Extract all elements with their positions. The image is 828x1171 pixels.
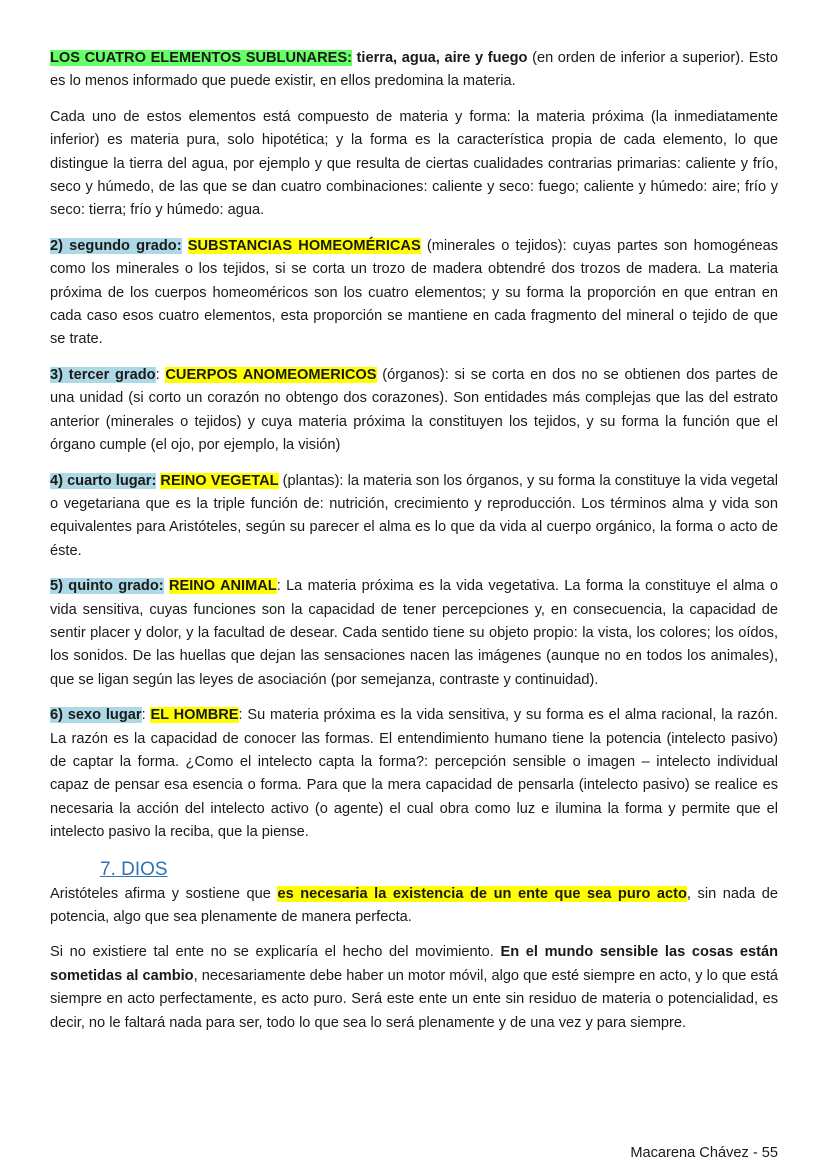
- paragraph-sixth-grade: [50, 704, 778, 844]
- grade-label: 2) segundo grado:: [50, 237, 182, 254]
- grade-title: REINO ANIMAL: [168, 578, 277, 595]
- paragraph-elements-composition: Cada uno de estos elementos está compuesto de materia y forma: la materia próxima (la inmediatamente inferior) es materia pura, solo hipotética; y la forma es la característica propia de cada elemento, lo que distingue la tierra del agua, por ejemplo y que resulta de ciertas cualidades contrarias primarias: caliente y frío, seco y húmedo, de las que se dan cuatro combinaciones: caliente y seco: fuego; caliente y húmedo: aire; frío y seco: tierra; frío y húmedo: agua.: [50, 108, 778, 219]
- paragraph-text: , sin nada de potencia, algo que sea plenamente de manera perfecta.: [50, 885, 778, 925]
- bold-text: tierra, agua, aire y fuego: [351, 50, 528, 66]
- grade-label: 3) tercer grado: [50, 366, 156, 383]
- grade-title: EL HOMBRE: [150, 707, 239, 724]
- grade-label: 5) quinto grado:: [50, 578, 164, 595]
- highlight-text: es necesaria la existencia de un ente que sea puro acto: [277, 885, 687, 902]
- highlight-label: LOS CUATRO ELEMENTOS SUBLUNARES:: [50, 50, 352, 66]
- grade-title: CUERPOS ANOMEOMERICOS: [165, 366, 377, 383]
- paragraph-text: : Su materia próxima es la vida sensitiva, y su forma es el alma racional, la razón. La razón es la capacidad de conocer las formas. El entendimiento humano tiene la potencia (intelecto pasivo) de captar la forma. ¿Como el intelecto capta la forma?: percepción sensible o imagen – intelecto individual capaz de pensar esa esencia o forma. Para que la mera capacidad de pensarla (intelecto pasivo) se realice es necesaria la acción del intelecto activo (o agente) el cual obra como luz e ilumina la forma y permite que el intelecto pasivo la reciba, que la piense.: [50, 707, 778, 841]
- paragraph-fourth-grade: [50, 470, 778, 564]
- grade-title: REINO VEGETAL: [160, 472, 279, 489]
- paragraph-text: Aristóteles afirma y sostiene que: [50, 885, 278, 902]
- paragraph-text: Si no existiere tal ente no se explicaría el hecho del movimiento.: [50, 944, 501, 961]
- paragraph-text: (minerales o tejidos): cuyas partes son homogéneas como los minerales o los tejidos, si se corta un trozo de madera obtendré dos trozos de madera. La materia próxima de los cuerpos homeoméricos son los cuatro elementos; y su forma la proporción en que entran en cada caso esos cuatro elementos, esta proporción se mantiene en cada fragmento del mineral o tejido de que se trate.: [50, 237, 778, 348]
- separator: :: [155, 366, 166, 383]
- paragraph-text: (órganos): si se corta en dos no se obtienen dos partes de una unidad (si corto un corazón no obtengo dos corazones). Son entidades más complejas que las del estrato anterior (minerales o tejidos) y cuya materia próxima la constituyen los tejidos, y su forma la función que el órgano cumple (el ojo, por ejemplo, la visión): [50, 366, 778, 454]
- bold-text: En el mundo sensible las cosas están sometidas al cambio: [50, 944, 778, 984]
- paragraph-text: , necesariamente debe haber un motor móvil, algo que esté siempre en acto, y lo que está siempre en acto perfectamente, es acto puro. Será este ente un ente sin residuo de materia o potencialidad, es decir, no le faltará nada para ser, todo lo que sea lo será plenamente y de una vez y para siempre.: [50, 967, 779, 1031]
- paragraph-fifth-grade: [50, 575, 778, 692]
- paragraph-text: : La materia próxima es la vida vegetativa. La forma la constituye el alma o vida sensitiva, cuyas funciones son la capacidad de tener percepciones y, en consecuencia, la capacidad de sentir placer y dolor, y la facultad de desear. Cada sentido tiene su objeto propio: la vista, los colores; los oídos, los sonidos. De las huellas que dejan las sensaciones nacen las imágenes (aunque no en todos los animales), que se ligan según las leyes de asociación (por semejanza, contraste y continuidad).: [50, 578, 778, 688]
- page-footer: Macarena Chávez - 55: [630, 1145, 778, 1161]
- grade-label: 4) cuarto lugar:: [50, 472, 157, 489]
- paragraph-pure-act: [50, 883, 778, 930]
- paragraph-movement: [50, 941, 778, 1035]
- paragraph-second-grade: [50, 235, 778, 352]
- grade-label: 6) sexo lugar: [50, 707, 142, 724]
- grade-title: SUBSTANCIAS HOMEOMÉRICAS: [187, 237, 421, 254]
- section-heading-dios: 7. DIOS: [100, 858, 168, 880]
- paragraph-text: (plantas): la materia son los órganos, y su forma la constituye la vida vegetal o vegetariana que es la triple función de: nutrición, crecimiento y reproducción. Los términos alma y vida son equivalentes para Aristóteles, según su parecer el alma es lo que da vida al cuerpo orgánico, la forma o acto de éste.: [50, 472, 778, 559]
- paragraph-sublunar-elements: [50, 47, 778, 94]
- paragraph-text: (en orden de inferior a superior). Esto es lo menos informado que puede existir, en ellos predomina la materia.: [50, 50, 778, 90]
- separator: :: [141, 707, 151, 724]
- paragraph-third-grade: [50, 364, 778, 458]
